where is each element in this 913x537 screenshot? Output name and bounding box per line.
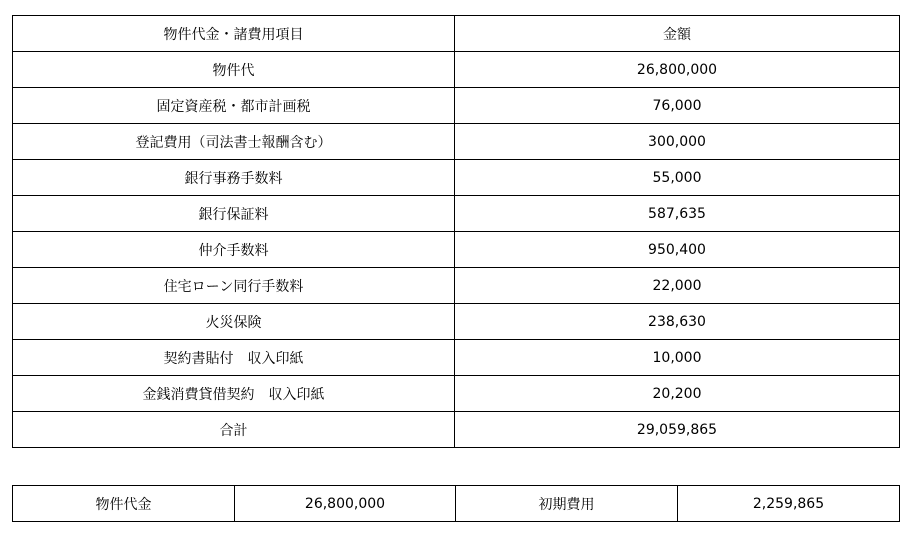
table-row bbox=[13, 196, 900, 232]
summary-row bbox=[13, 486, 900, 522]
item-cell: 金銭消費貸借契約 収入印紙 bbox=[13, 376, 455, 412]
table-row bbox=[13, 124, 900, 160]
total-amount-cell: 29,059,865 bbox=[455, 412, 900, 448]
table-row bbox=[13, 160, 900, 196]
amount-cell: 20,200 bbox=[455, 376, 900, 412]
total-row bbox=[13, 412, 900, 448]
item-cell: 契約書貼付 収入印紙 bbox=[13, 340, 455, 376]
summary-table bbox=[12, 485, 900, 522]
property-price-value: 26,800,000 bbox=[235, 486, 456, 522]
item-cell: 固定資産税・都市計画税 bbox=[13, 88, 455, 124]
item-cell: 登記費用（司法書士報酬含む） bbox=[13, 124, 455, 160]
table-row bbox=[13, 232, 900, 268]
initial-cost-label: 初期費用 bbox=[456, 486, 678, 522]
total-label-cell: 合計 bbox=[13, 412, 455, 448]
amount-cell: 55,000 bbox=[455, 160, 900, 196]
amount-cell: 26,800,000 bbox=[455, 52, 900, 88]
table-row bbox=[13, 88, 900, 124]
amount-cell: 76,000 bbox=[455, 88, 900, 124]
amount-cell: 238,630 bbox=[455, 304, 900, 340]
item-cell: 銀行事務手数料 bbox=[13, 160, 455, 196]
item-cell: 火災保険 bbox=[13, 304, 455, 340]
table-row bbox=[13, 340, 900, 376]
item-cell: 物件代 bbox=[13, 52, 455, 88]
amount-cell: 300,000 bbox=[455, 124, 900, 160]
item-cell: 住宅ローン同行手数料 bbox=[13, 268, 455, 304]
cost-breakdown-table bbox=[12, 15, 900, 448]
amount-cell: 10,000 bbox=[455, 340, 900, 376]
item-cell: 仲介手数料 bbox=[13, 232, 455, 268]
header-item-cell: 物件代金・諸費用項目 bbox=[13, 16, 455, 52]
item-cell: 銀行保証料 bbox=[13, 196, 455, 232]
table-row bbox=[13, 52, 900, 88]
amount-cell: 22,000 bbox=[455, 268, 900, 304]
table-row bbox=[13, 376, 900, 412]
table-header-row bbox=[13, 16, 900, 52]
table-row bbox=[13, 304, 900, 340]
table-row bbox=[13, 268, 900, 304]
header-amount-cell: 金額 bbox=[455, 16, 900, 52]
property-price-label: 物件代金 bbox=[13, 486, 235, 522]
amount-cell: 950,400 bbox=[455, 232, 900, 268]
initial-cost-value: 2,259,865 bbox=[678, 486, 900, 522]
amount-cell: 587,635 bbox=[455, 196, 900, 232]
